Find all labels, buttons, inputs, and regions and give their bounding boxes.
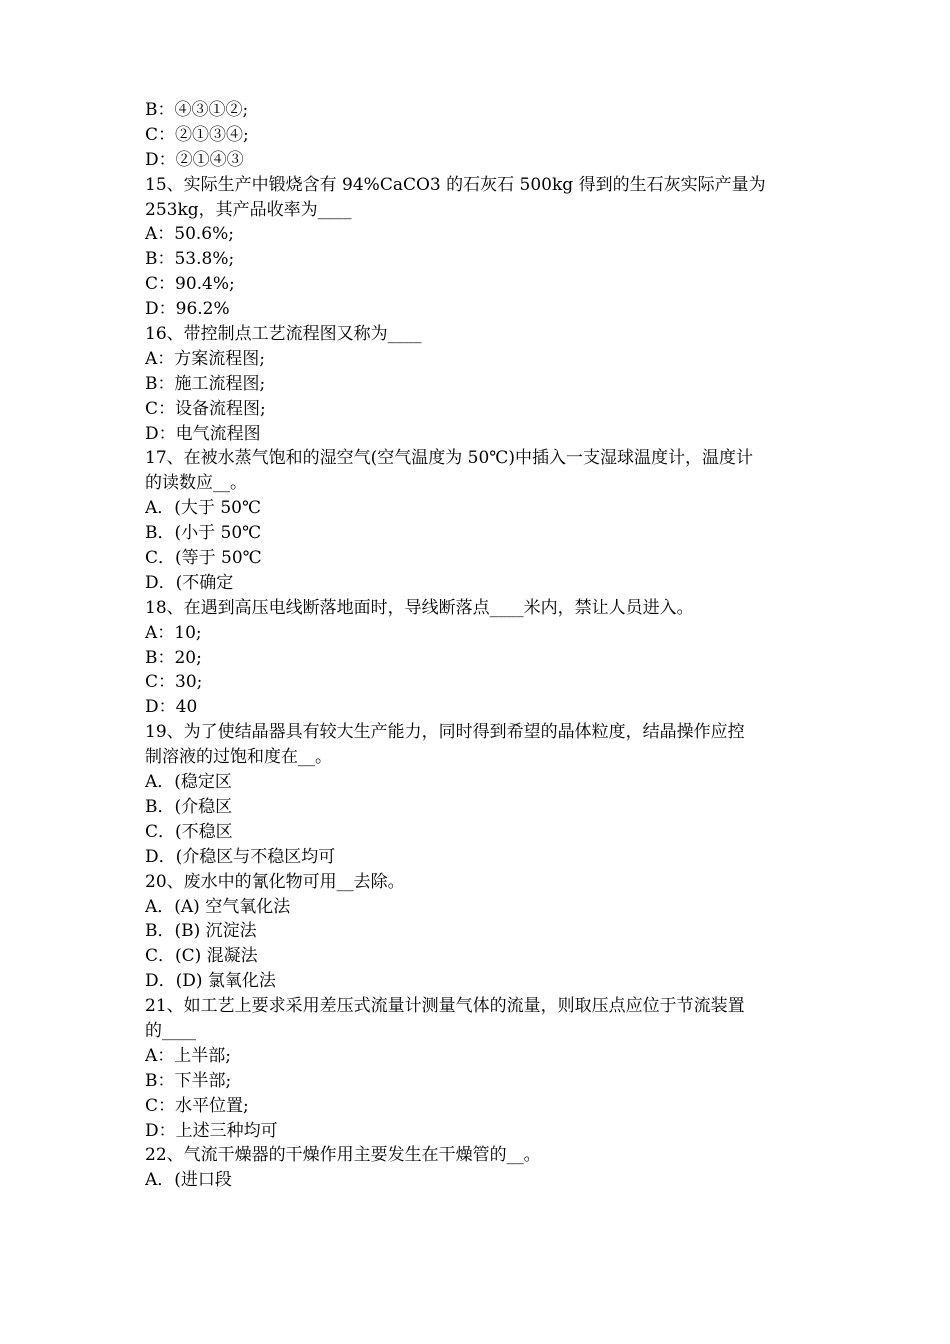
option-line: A．(稳定区 [145,772,232,793]
option-line: B．(B) 沉淀法 [145,921,257,942]
option-line: D．(介稳区与不稳区均可 [145,846,336,867]
text-line: B：④③①②; [145,100,249,120]
option-line: C：水平位置; [145,1095,249,1116]
text-line: D：②①④③ [145,149,244,170]
question-17-line-1: 17、在被水蒸气饱和的湿空气(空气温度为 50℃)中插入一支湿球温度计，温度计 [145,448,753,469]
option-line: A：10; [145,622,202,643]
option-line: D．(不确定 [145,572,234,593]
option-line: D：上述三种均可 [145,1120,278,1141]
option-line: B：施工流程图; [145,373,266,394]
question-text-block [145,98,810,1193]
option-line: D：电气流程图 [145,423,261,444]
question-21-line-2: 的____ [145,1020,196,1041]
option-line: B：下半部; [145,1070,232,1091]
option-line: A：上半部; [145,1045,232,1066]
option-line: A．(A) 空气氧化法 [145,896,291,917]
question-15-line-2: 253kg，其产品收率为____ [145,199,352,220]
option-line: A．(进口段 [145,1170,232,1191]
option-line: D：40 [145,697,198,718]
question-17-line-2: 的读数应__。 [145,473,247,494]
option-line: D．(D) 氯氧化法 [145,971,276,992]
option-line: C：90.4%; [145,274,235,295]
question-20: 20、废水中的氰化物可用__去除。 [145,871,405,892]
option-line: C．(不稳区 [145,821,233,842]
question-16: 16、带控制点工艺流程图又称为____ [145,324,422,345]
option-line: A：50.6%; [145,224,235,245]
option-line: C．(等于 50℃ [145,548,262,569]
option-line: C：设备流程图; [145,398,266,419]
text-line: C：②①③④; [145,124,249,145]
option-line: A：方案流程图; [145,348,266,369]
option-line: C．(C) 混凝法 [145,946,258,967]
option-line: C：30; [145,672,203,693]
question-19-line-2: 制溶液的过饱和度在__。 [145,747,332,768]
option-line: D：96.2% [145,299,230,320]
question-18: 18、在遇到高压电线断落地面时，导线断落点____米内，禁让人员进入。 [145,597,694,618]
option-line: B．(介稳区 [145,796,233,817]
option-line: B．(小于 50℃ [145,523,262,544]
option-line: A．(大于 50℃ [145,498,261,519]
option-line: B：20; [145,647,202,668]
question-19-line-1: 19、为了使结晶器具有较大生产能力，同时得到希望的晶体粒度，结晶操作应控 [145,722,745,743]
question-21-line-1: 21、如工艺上要求采用差压式流量计测量气体的流量，则取压点应位于节流装置 [145,996,745,1017]
question-22: 22、气流干燥器的干燥作用主要发生在干燥管的__。 [145,1145,541,1166]
option-line: B：53.8%; [145,249,235,270]
question-15-line-1: 15、实际生产中锻烧含有 94%CaCO3 的石灰石 500kg 得到的生石灰实际产量为 [145,174,766,195]
